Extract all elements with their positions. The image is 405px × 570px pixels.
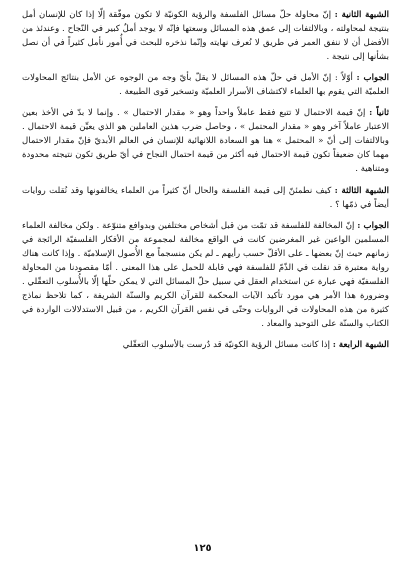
paragraph-text: كيف نطمئنّ إلى قيمة الفلسفة والحال أنّ كثيراً من العلماء يخالفونها وقد نُقلت روايات أيضاً في ذمّها ؟ . [22,185,389,210]
heading-shubha-2: الشبهة الثانية : [334,10,389,20]
paragraph-shubha-3 [22,184,389,212]
paragraph-text: إذا كانت مسائل الرؤية الكونيّة قد دُرست بالأسلوب التعقّلي [122,339,333,350]
heading-answer: الجواب : [357,220,389,231]
page-content [22,8,389,352]
paragraph-text: إنّ المخالفة للفلسفة قد تمّت من قبل أشخاص مختلفين وبدوافع متنوّعة . ولكن مخالفة العلماء المسلمين الواعين غير المغرضين كانت في الواقع مخالفة لمجموعة من الأفكار الفلسفيّة الرائجة في زمانهم حيث إنّ بعضها ـ على الأقلّ حسب رأيهم ـ لم يكن منسجماً مع الأُصول الإسلاميّة . وإذا كانت هناك رواية معتبرة قد نقلت في الذّمّ للفلسفة فهي قابلة للحمل على هذا المعنى . أمّا مقصودنا من المحاولة الفلسفيّة فهي عبارة عن استخدام العقل في سبيل حلّ المسائل التي لا يمكن حلّها إلّا بالأُسلوب التعقّلي . وضرورة هذا الأمر هي مورد تأكيد الآيات المحكمة للقرآن الكريم والسنّة الشريفة ، كما تلاحظ نماذج كثيرة من هذه المحاولات في الروايات وحتّى في نفس القرآن الكريم ، من قبيل الاستدلالات الواردة في الكتاب والسنّة على التوحيد والمعاد . [22,220,389,329]
heading-second: ثانياً : [369,108,389,119]
paragraph-text: أوّلاً : إنّ الأمل في حلّ هذه المسائل لا يقلّ بأيّ وجه من الوجوه عن الأمل بنتائج المحاولات العلميّة التي يقوم بها العلماء لاكتشاف الأسرار العلميّة وتسخير قوى الطبيعة . [22,73,389,98]
paragraph-text: إنّ قيمة الاحتمال لا تتبع فقط عاملاً واحداً وهو « مقدار الاحتمال » . وإنما لا بدّ في الأخذ بعين الاعتبار عاملاً آخر وهو « مقدار المحتمل » ، وحاصل ضرب هذين العاملين هو الذي يعيِّن قيمة الاحتمال . وبالالتفات إلى أنّ « المحتمل » هنا هو السعادة اللانهائية للإنسان في العالم الأبديّ فإنّ مقدار الاحتمال مهما كان ضعيفاً تكون قيمة الاحتمال فيه أكثر من قيمة احتمال النجاح في أيّ طريق تكون نتيجته محدودة ومتناهية . [22,108,389,175]
paragraph-answer-1 [22,71,389,99]
heading-answer: الجواب : [356,73,389,84]
paragraph-text: إنّ محاولة حلّ مسائل الفلسفة والرؤية الكونيّة لا تكون موفّقة إلّا إذا كان للإنسان أمل بنتيجة لمحاولته ، وبالالتفات إلى عمق هذه المسائل وسعتها فإنّه لا يوجد أملٌ كبير في النّجاح . وعندئذ من الأفضل أن لا ننفق العمر في طريق لا نُعرف نهايته وإنّما نذخره للبحث في أُمور نأمل كثيراً في أن نصل بشأنها إلى نتيجة . [22,10,389,63]
page-number: ١٢٥ [193,543,212,554]
paragraph-shubha-4 [22,338,389,352]
paragraph-second-point [22,106,389,176]
heading-shubha-3: الشبهة الثالثة : [334,185,389,196]
heading-shubha-4: الشبهة الرابعة : [332,339,389,350]
paragraph-shubha-2 [22,8,389,64]
paragraph-answer-2 [22,219,389,331]
